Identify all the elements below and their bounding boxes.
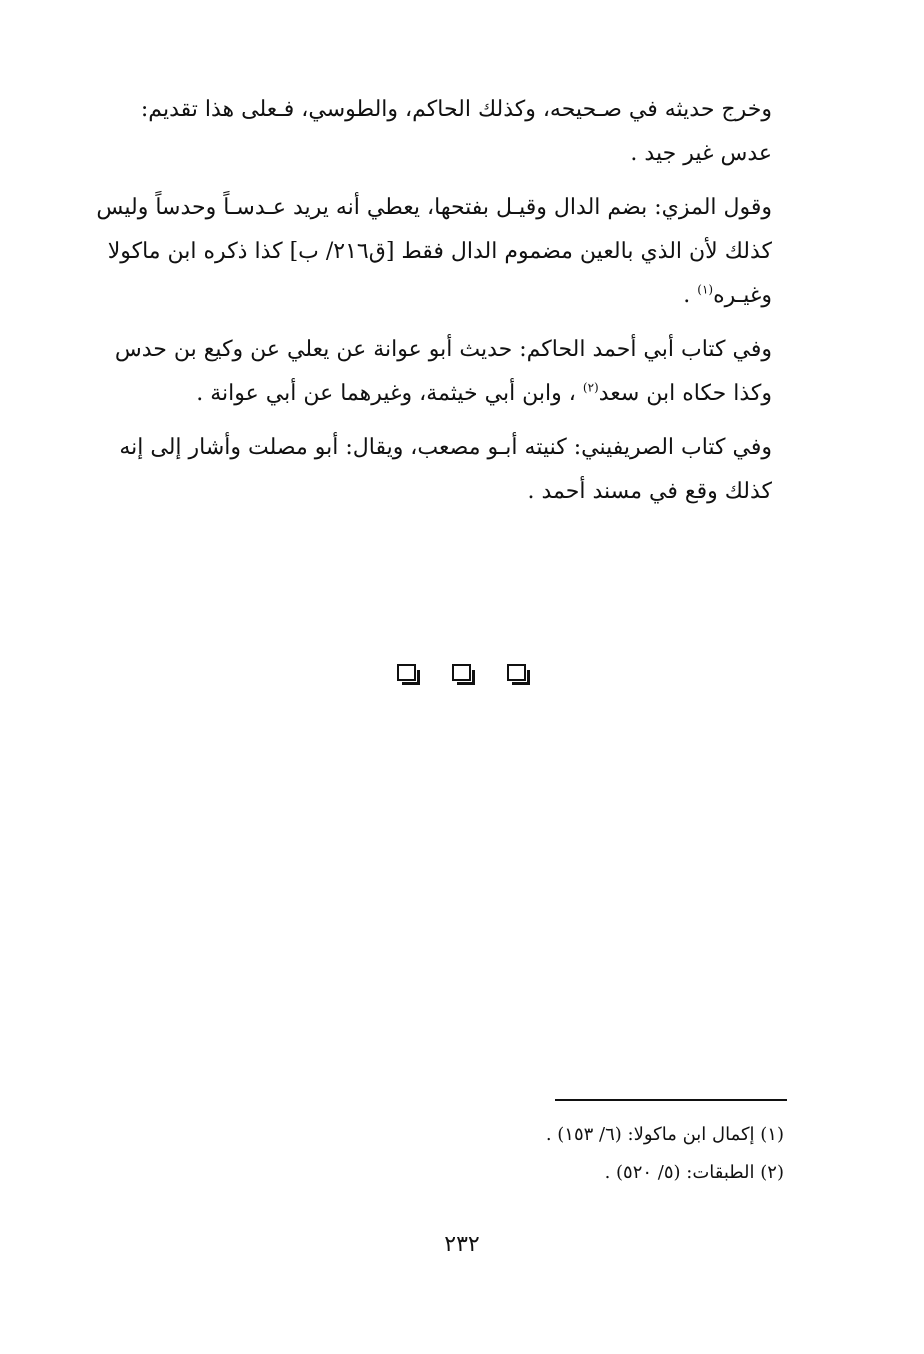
- section-separator: [0, 664, 924, 686]
- paragraph-3: [78, 328, 772, 416]
- square-ornament-icon: [397, 664, 417, 682]
- paragraph-1: [78, 88, 772, 176]
- text-line: عدس غير جيد .: [630, 141, 772, 166]
- text-line: كذلك وقع في مسند أحمد .: [527, 479, 772, 504]
- text-line: كذلك لأن الذي بالعين مضموم الدال فقط [ق٢١٦/ ب] كذا ذكره ابن ماكولا: [107, 239, 772, 264]
- text-fragment: وغيـره: [713, 283, 772, 308]
- text-fragment: ، وابن أبي خيثمة، وغيرهما عن أبي عوانة .: [196, 381, 583, 406]
- square-ornament-icon: [452, 664, 472, 682]
- text-line: [78, 372, 772, 416]
- paragraph-2: [78, 186, 772, 318]
- footnote-ref-2: (٢): [582, 380, 599, 395]
- page-number: ٢٣٢: [444, 1232, 480, 1257]
- footnote-divider: [555, 1099, 787, 1101]
- footnote-ref-1: (١): [697, 282, 714, 297]
- footnote-2: (٢) الطبقات: (٥/ ٥٢٠) .: [604, 1162, 784, 1183]
- text-line: [78, 274, 772, 318]
- text-line: وقول المزي: بضم الدال وقيـل بفتحها، يعطي أنه يريد عـدسـاً وحدساً وليس: [96, 195, 772, 220]
- footnotes: [546, 1116, 784, 1192]
- square-ornament-icon: [507, 664, 527, 682]
- main-text: [78, 88, 772, 524]
- text-fragment: .: [683, 283, 698, 308]
- text-line: وفي كتاب أبي أحمد الحاكم: حديث أبو عوانة عن يعلي عن وكيع بن حدس: [114, 337, 772, 362]
- text-line: وفي كتاب الصريفيني: كنيته أبـو مصعب، ويقال: أبو مصلت وأشار إلى إنه: [119, 435, 772, 460]
- footnote-1: (١) إكمال ابن ماكولا: (٦/ ١٥٣) .: [545, 1124, 784, 1145]
- text-line: وخرج حديثه في صـحيحه، وكذلك الحاكم، والطوسي، فـعلى هذا تقديم:: [140, 97, 772, 122]
- text-fragment: وكذا حكاه ابن سعد: [598, 381, 772, 406]
- paragraph-4: [78, 426, 772, 514]
